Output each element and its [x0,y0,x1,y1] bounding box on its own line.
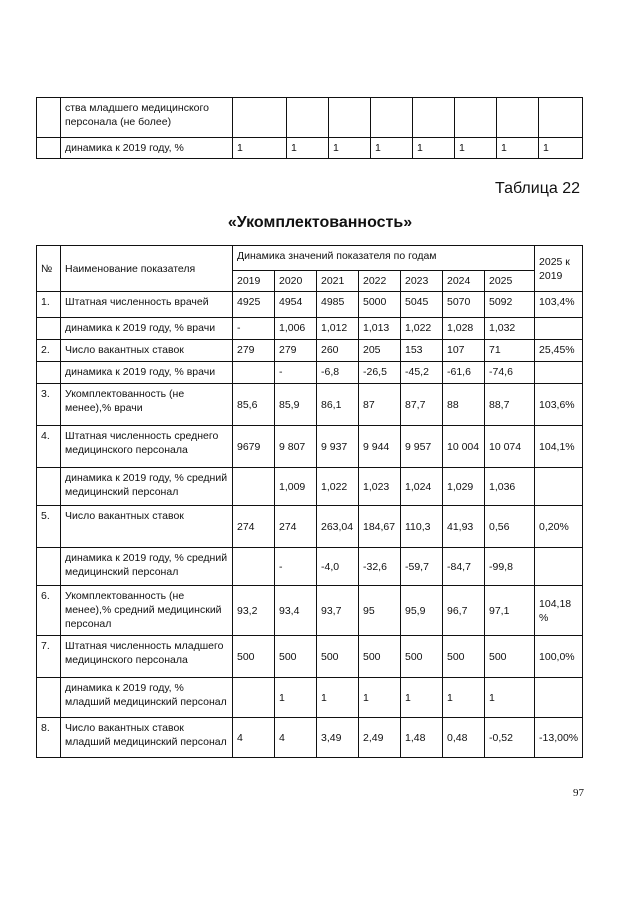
value-cell: 500 [275,636,317,678]
table-row [37,506,583,548]
row-number-cell [37,548,61,586]
row-number-cell: 6. [37,586,61,636]
value-cell: 500 [485,636,535,678]
row-name-cell: динамика к 2019 году, % врачи [61,318,233,340]
ratio-cell: 0,20% [535,506,583,548]
table-row [37,586,583,636]
value-cell: 2,49 [359,718,401,758]
row-label-cell: динамика к 2019 году, % [61,138,233,159]
table-row [37,98,583,138]
value-cell: 1,006 [275,318,317,340]
value-cell: 10 074 [485,426,535,468]
table-row [37,468,583,506]
value-cell: 95 [359,586,401,636]
value-cell: 1 [413,138,455,159]
value-cell: 153 [401,340,443,362]
ratio-cell: -13,00% [535,718,583,758]
value-cell: 274 [275,506,317,548]
value-cell: 1,013 [359,318,401,340]
value-cell: -32,6 [359,548,401,586]
value-cell: 1,012 [317,318,359,340]
value-cell: 1,023 [359,468,401,506]
value-cell: 110,3 [401,506,443,548]
ratio-cell: 25,45% [535,340,583,362]
row-number-cell [37,318,61,340]
top-table [36,97,583,159]
value-cell: 5070 [443,292,485,318]
header-year-2022: 2022 [359,271,401,292]
value-cell: 1 [539,138,583,159]
value-cell: 4 [233,718,275,758]
value-cell [287,98,329,138]
value-cell: 9 944 [359,426,401,468]
value-cell [233,678,275,718]
value-cell [233,98,287,138]
header-year-2019: 2019 [233,271,275,292]
value-cell: 500 [233,636,275,678]
value-cell: -45,2 [401,362,443,384]
value-cell: 1,022 [401,318,443,340]
value-cell: 274 [233,506,275,548]
row-name-cell: динамика к 2019 году, % врачи [61,362,233,384]
table-caption: Таблица 22 [495,180,580,197]
value-cell: 9679 [233,426,275,468]
value-cell: 1 [287,138,329,159]
value-cell: -74,6 [485,362,535,384]
header-ratio: 2025 к 2019 [535,246,583,292]
value-cell: -26,5 [359,362,401,384]
value-cell: 10 004 [443,426,485,468]
value-cell: -99,8 [485,548,535,586]
row-name-cell: Число вакантных ставок [61,506,233,548]
value-cell: -4,0 [317,548,359,586]
row-name-cell: динамика к 2019 году, % средний медицинский персонал [61,468,233,506]
value-cell: 9 957 [401,426,443,468]
value-cell: 5045 [401,292,443,318]
value-cell [455,98,497,138]
row-number-cell [37,468,61,506]
value-cell: 1,48 [401,718,443,758]
value-cell: 1 [371,138,413,159]
ratio-cell: 104,18 % [535,586,583,636]
value-cell: 500 [401,636,443,678]
row-number-cell: 8. [37,718,61,758]
value-cell: 1,022 [317,468,359,506]
value-cell: 1 [401,678,443,718]
value-cell: 87 [359,384,401,426]
row-number-cell: 2. [37,340,61,362]
row-number-cell [37,678,61,718]
row-number-cell [37,98,61,138]
value-cell: 1,024 [401,468,443,506]
value-cell: 86,1 [317,384,359,426]
table-row [37,384,583,426]
table-row [37,548,583,586]
value-cell: 85,6 [233,384,275,426]
page-number: 97 [573,787,584,799]
value-cell: 1 [329,138,371,159]
header-year-2021: 2021 [317,271,359,292]
value-cell: - [275,548,317,586]
value-cell: 9 807 [275,426,317,468]
table-row [37,362,583,384]
row-name-cell: Штатная численность младшего медицинского персонала [61,636,233,678]
value-cell: 1 [485,678,535,718]
value-cell: 5000 [359,292,401,318]
value-cell: 1,009 [275,468,317,506]
value-cell: 263,04 [317,506,359,548]
value-cell: 1,028 [443,318,485,340]
value-cell: -59,7 [401,548,443,586]
value-cell: 1 [275,678,317,718]
row-name-cell: Укомплектованность (не менее),% врачи [61,384,233,426]
value-cell: 1,029 [443,468,485,506]
ratio-cell: 103,6% [535,384,583,426]
value-cell: 500 [317,636,359,678]
table-row [37,718,583,758]
ratio-cell: 100,0% [535,636,583,678]
value-cell: 93,7 [317,586,359,636]
header-year-2025: 2025 [485,271,535,292]
value-cell: 87,7 [401,384,443,426]
row-name-cell: динамика к 2019 году, % средний медицинский персонал [61,548,233,586]
table-row [37,636,583,678]
value-cell: 5092 [485,292,535,318]
value-cell [539,98,583,138]
table-row [37,340,583,362]
value-cell: 279 [233,340,275,362]
value-cell: 3,49 [317,718,359,758]
row-number-cell: 3. [37,384,61,426]
ratio-cell [535,468,583,506]
header-dynamics: Динамика значений показателя по годам [233,246,535,271]
row-number-cell: 4. [37,426,61,468]
value-cell: 205 [359,340,401,362]
value-cell: 184,67 [359,506,401,548]
value-cell: 4985 [317,292,359,318]
value-cell: 1 [359,678,401,718]
value-cell [329,98,371,138]
value-cell: 96,7 [443,586,485,636]
row-name-cell: Число вакантных ставок [61,340,233,362]
value-cell: 88 [443,384,485,426]
value-cell: 1,032 [485,318,535,340]
row-number-cell: 5. [37,506,61,548]
value-cell: 279 [275,340,317,362]
value-cell: 1 [443,678,485,718]
value-cell: 260 [317,340,359,362]
header-name: Наименование показателя [61,246,233,292]
value-cell: 1 [497,138,539,159]
value-cell [371,98,413,138]
value-cell: 97,1 [485,586,535,636]
row-name-cell: Число вакантных ставок младший медицинский персонал [61,718,233,758]
table-row [37,678,583,718]
value-cell: 4954 [275,292,317,318]
ratio-cell: 103,4% [535,292,583,318]
value-cell: - [233,318,275,340]
row-name-cell: Штатная численность врачей [61,292,233,318]
ratio-cell [535,362,583,384]
row-number-cell [37,138,61,159]
table-title: «Укомплектованность» [227,214,413,231]
value-cell: 93,2 [233,586,275,636]
table-row [37,292,583,318]
header-year-2020: 2020 [275,271,317,292]
value-cell: 1 [317,678,359,718]
value-cell: 71 [485,340,535,362]
value-cell: 1,036 [485,468,535,506]
value-cell: 1 [455,138,497,159]
value-cell: 107 [443,340,485,362]
ratio-cell [535,678,583,718]
value-cell: 500 [443,636,485,678]
row-name-cell: Штатная численность среднего медицинского персонала [61,426,233,468]
value-cell: 500 [359,636,401,678]
value-cell: 4 [275,718,317,758]
value-cell: -84,7 [443,548,485,586]
value-cell: 0,56 [485,506,535,548]
value-cell: -6,8 [317,362,359,384]
table-row [37,138,583,159]
row-number-cell [37,362,61,384]
value-cell: 85,9 [275,384,317,426]
value-cell [233,362,275,384]
value-cell: 1 [233,138,287,159]
value-cell [413,98,455,138]
row-number-cell: 7. [37,636,61,678]
value-cell: - [275,362,317,384]
header-no: № [37,246,61,292]
value-cell: 9 937 [317,426,359,468]
value-cell [497,98,539,138]
value-cell [233,548,275,586]
value-cell: -0,52 [485,718,535,758]
row-name-cell: динамика к 2019 году, % младший медицинский персонал [61,678,233,718]
ratio-cell: 104,1% [535,426,583,468]
ratio-cell [535,548,583,586]
table-row [37,426,583,468]
value-cell: 0,48 [443,718,485,758]
value-cell: 41,93 [443,506,485,548]
value-cell [233,468,275,506]
value-cell: 93,4 [275,586,317,636]
header-year-2023: 2023 [401,271,443,292]
value-cell: -61,6 [443,362,485,384]
staffing-table [36,245,583,758]
row-name-cell: Укомплектованность (не менее),% средний медицинский персонал [61,586,233,636]
value-cell: 88,7 [485,384,535,426]
table-row [37,318,583,340]
row-label-cell: ства младшего медицинского персонала (не более) [61,98,233,138]
ratio-cell [535,318,583,340]
value-cell: 95,9 [401,586,443,636]
value-cell: 4925 [233,292,275,318]
row-number-cell: 1. [37,292,61,318]
header-year-2024: 2024 [443,271,485,292]
